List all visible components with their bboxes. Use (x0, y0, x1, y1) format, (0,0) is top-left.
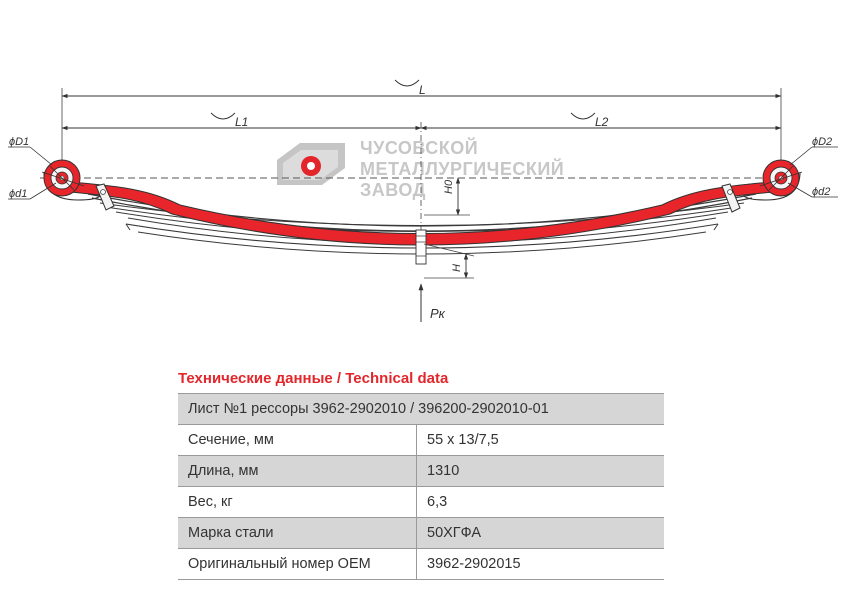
row-value: 50ХГФА (417, 518, 665, 549)
dimension-H0 (424, 178, 470, 215)
dim-label-H: H (451, 264, 463, 272)
dimension-H (424, 244, 474, 278)
dim-label-L1: L1 (235, 115, 249, 129)
dim-label-D1: ϕD1 (9, 136, 30, 148)
dim-label-Pk: Pк (430, 306, 445, 321)
table-row (178, 549, 664, 580)
load-arrow (421, 284, 446, 322)
table-row (178, 518, 664, 549)
row-value: 55 х 13/7,5 (417, 425, 665, 456)
logo-line-1: ЧУСОВСКОЙ (360, 138, 479, 158)
row-value: 6,3 (417, 487, 665, 518)
row-label: Марка стали (178, 518, 417, 549)
specs-title: Технические данные / Technical data (178, 370, 449, 387)
row-label: Оригинальный номер OEM (178, 549, 417, 580)
logo-line-2: МЕТАЛЛУРГИЧЕСКИЙ (360, 159, 565, 179)
dim-label-L: L (419, 83, 426, 97)
table-row (178, 456, 664, 487)
logo-mark-icon (277, 143, 345, 185)
dim-label-D2: ϕD2 (812, 136, 833, 148)
row-label: Сечение, мм (178, 425, 417, 456)
dim-label-d1: ϕd1 (9, 188, 28, 200)
specs-header: Лист №1 рессоры 3962-2902010 / 396200-2902010-01 (178, 394, 664, 425)
dim-label-L2: L2 (595, 115, 609, 129)
row-label: Длина, мм (178, 456, 417, 487)
table-row (178, 487, 664, 518)
specs-table (178, 393, 664, 580)
row-value: 1310 (417, 456, 665, 487)
specs-header-row (178, 394, 664, 425)
center-bolt (416, 230, 426, 264)
table-row (178, 425, 664, 456)
dim-label-d2: ϕd2 (812, 186, 831, 198)
row-label: Вес, кг (178, 487, 417, 518)
logo-line-3: ЗАВОД (360, 180, 426, 200)
dim-label-H0: H0 (443, 179, 455, 194)
row-value: 3962-2902015 (417, 549, 665, 580)
